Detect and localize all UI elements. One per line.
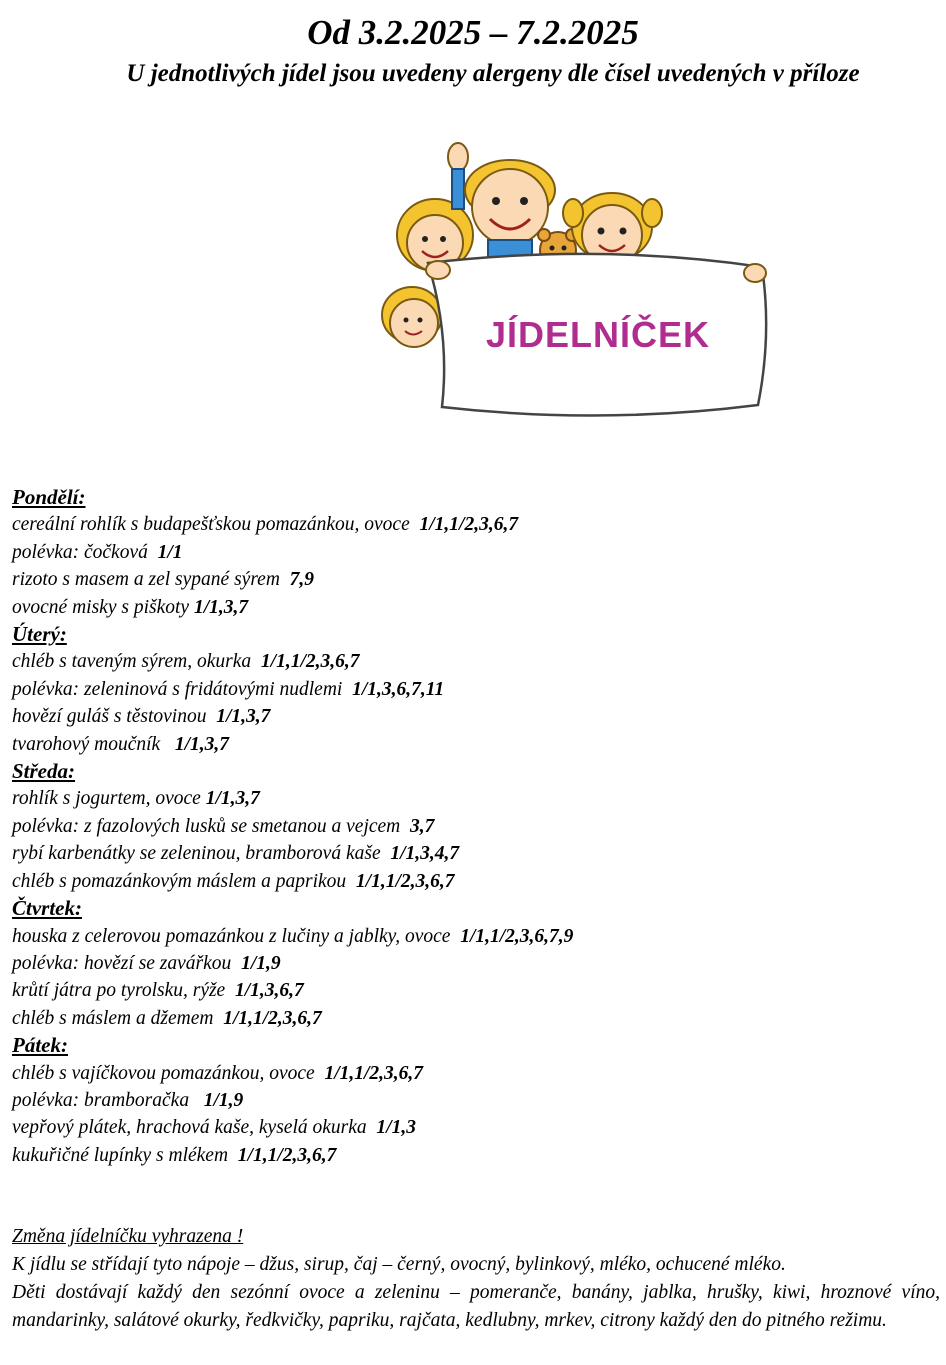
day-thursday bbox=[12, 895, 932, 1032]
menu-item bbox=[12, 813, 932, 840]
menu-item bbox=[12, 1005, 932, 1032]
day-friday bbox=[12, 1032, 932, 1169]
day-monday bbox=[12, 484, 932, 621]
allergens: 3,7 bbox=[410, 815, 435, 837]
allergens: 1/1,3,6,7 bbox=[234, 980, 304, 1002]
banner-label: JÍDELNÍČEK bbox=[485, 314, 711, 355]
allergens: 1/1,1/2,3,6,7 bbox=[260, 651, 360, 673]
menu-item bbox=[12, 511, 932, 538]
menu-notes bbox=[12, 1223, 940, 1335]
dish: polévka: zeleninová s fridátovými nudlemi bbox=[12, 678, 343, 700]
weekly-menu bbox=[12, 484, 932, 1169]
day-heading: Pátek: bbox=[12, 1033, 68, 1058]
dish: houska z celerovou pomazánkou z lučiny a jablky, ovoce bbox=[12, 925, 451, 947]
fruit-note: Děti dostávají každý den sezónní ovoce a zeleninu – pomeranče, banány, jablka, hrušky, kiwi, hroznové víno, mandarinky, salátové okurky, ředkvičky, papriku, rajčata, kedlubny, mrkev, citrony každý den do pitného režimu. bbox=[12, 1282, 940, 1331]
allergens: 1/1,3,7 bbox=[174, 733, 229, 755]
menu-item bbox=[12, 868, 932, 895]
menu-item bbox=[12, 923, 932, 950]
allergens: 1/1,1/2,3,6,7 bbox=[324, 1062, 424, 1084]
page-title: Od 3.2.2025 – 7.2.2025 bbox=[307, 13, 639, 52]
dish: cereální rohlík s budapešťskou pomazánkou, ovoce bbox=[12, 514, 410, 536]
menu-item bbox=[12, 1087, 932, 1114]
day-heading: Středa: bbox=[12, 759, 75, 784]
face-boy bbox=[472, 169, 548, 245]
allergens: 1/1,3,6,7,11 bbox=[352, 678, 445, 700]
menu-item bbox=[12, 785, 932, 812]
jidelnicek-illustration bbox=[380, 135, 780, 425]
dish: polévka: bramboračka bbox=[12, 1089, 190, 1111]
dish: krůtí játra po tyrolsku, rýže bbox=[12, 980, 226, 1002]
allergens: 1/1,3,7 bbox=[216, 706, 271, 728]
dish: polévka: čočková bbox=[12, 541, 148, 563]
day-tuesday bbox=[12, 621, 932, 758]
menu-item bbox=[12, 676, 932, 703]
waving-hand bbox=[448, 143, 468, 171]
allergens: 7,9 bbox=[289, 569, 315, 591]
dish: rohlík s jogurtem, ovoce bbox=[12, 788, 201, 810]
day-heading: Čtvrtek: bbox=[12, 896, 82, 921]
dish: polévka: z fazolových lusků se smetanou a vejcem bbox=[12, 815, 401, 837]
dish: polévka: hovězí se zavářkou bbox=[12, 952, 232, 974]
allergens: 1/1,1/2,3,6,7 bbox=[419, 514, 519, 536]
dish: chléb s pomazánkovým máslem a paprikou bbox=[12, 870, 347, 892]
dish: vepřový plátek, hrachová kaše, kyselá okurka bbox=[12, 1117, 367, 1139]
dish: kukuřičné lupínky s mlékem bbox=[12, 1144, 229, 1166]
day-heading: Pondělí: bbox=[12, 485, 86, 509]
allergens: 1/1,1/2,3,6,7 bbox=[223, 1007, 322, 1029]
menu-item bbox=[12, 731, 932, 758]
allergens: 1/1,9 bbox=[203, 1089, 244, 1111]
allergens: 1/1,1/2,3,6,7,9 bbox=[460, 925, 574, 947]
menu-item bbox=[12, 950, 932, 977]
face-small-girl bbox=[390, 299, 438, 347]
menu-item bbox=[12, 1142, 932, 1169]
drinks-note: K jídlu se střídají tyto nápoje – džus, sirup, čaj – černý, ovocný, bylinkový, mléko, ochucené mléko. bbox=[12, 1254, 786, 1275]
page-subtitle: U jednotlivých jídel jsou uvedeny alergeny dle čísel uvedených v příloze bbox=[126, 60, 860, 87]
menu-change-notice: Změna jídelníčku vyhrazena ! bbox=[12, 1226, 244, 1247]
menu-item bbox=[12, 594, 932, 621]
allergens: 1/1,1/2,3,6,7 bbox=[237, 1144, 337, 1166]
dish: chléb s vajíčkovou pomazánkou, ovoce bbox=[12, 1062, 315, 1084]
allergens: 1/1,3 bbox=[376, 1117, 416, 1139]
dish: rizoto s masem a zel sypané sýrem bbox=[12, 569, 280, 591]
menu-item bbox=[12, 1060, 932, 1087]
allergens: 1/1,3,7 bbox=[205, 788, 260, 810]
day-wednesday bbox=[12, 758, 932, 895]
menu-item bbox=[12, 840, 932, 867]
allergens: 1/1,1/2,3,6,7 bbox=[355, 870, 455, 892]
day-heading: Úterý: bbox=[12, 622, 67, 647]
dish: hovězí guláš s těstovinou bbox=[12, 706, 207, 728]
dish: chléb s máslem a džemem bbox=[12, 1007, 214, 1029]
menu-item bbox=[12, 1114, 932, 1141]
allergens: 1/1,3,7 bbox=[193, 596, 249, 618]
dish: tvarohový moučník bbox=[12, 733, 161, 755]
menu-item bbox=[12, 648, 932, 675]
menu-item bbox=[12, 703, 932, 730]
allergens: 1/1,9 bbox=[241, 952, 281, 974]
menu-item bbox=[12, 539, 932, 566]
allergens: 1/1 bbox=[157, 541, 183, 563]
allergens: 1/1,3,4,7 bbox=[390, 843, 460, 865]
menu-item bbox=[12, 977, 932, 1004]
dish: ovocné misky s piškoty bbox=[12, 596, 190, 618]
menu-item bbox=[12, 566, 932, 593]
dish: rybí karbenátky se zeleninou, bramborová kaše bbox=[12, 843, 381, 865]
dish: chléb s taveným sýrem, okurka bbox=[12, 651, 252, 673]
